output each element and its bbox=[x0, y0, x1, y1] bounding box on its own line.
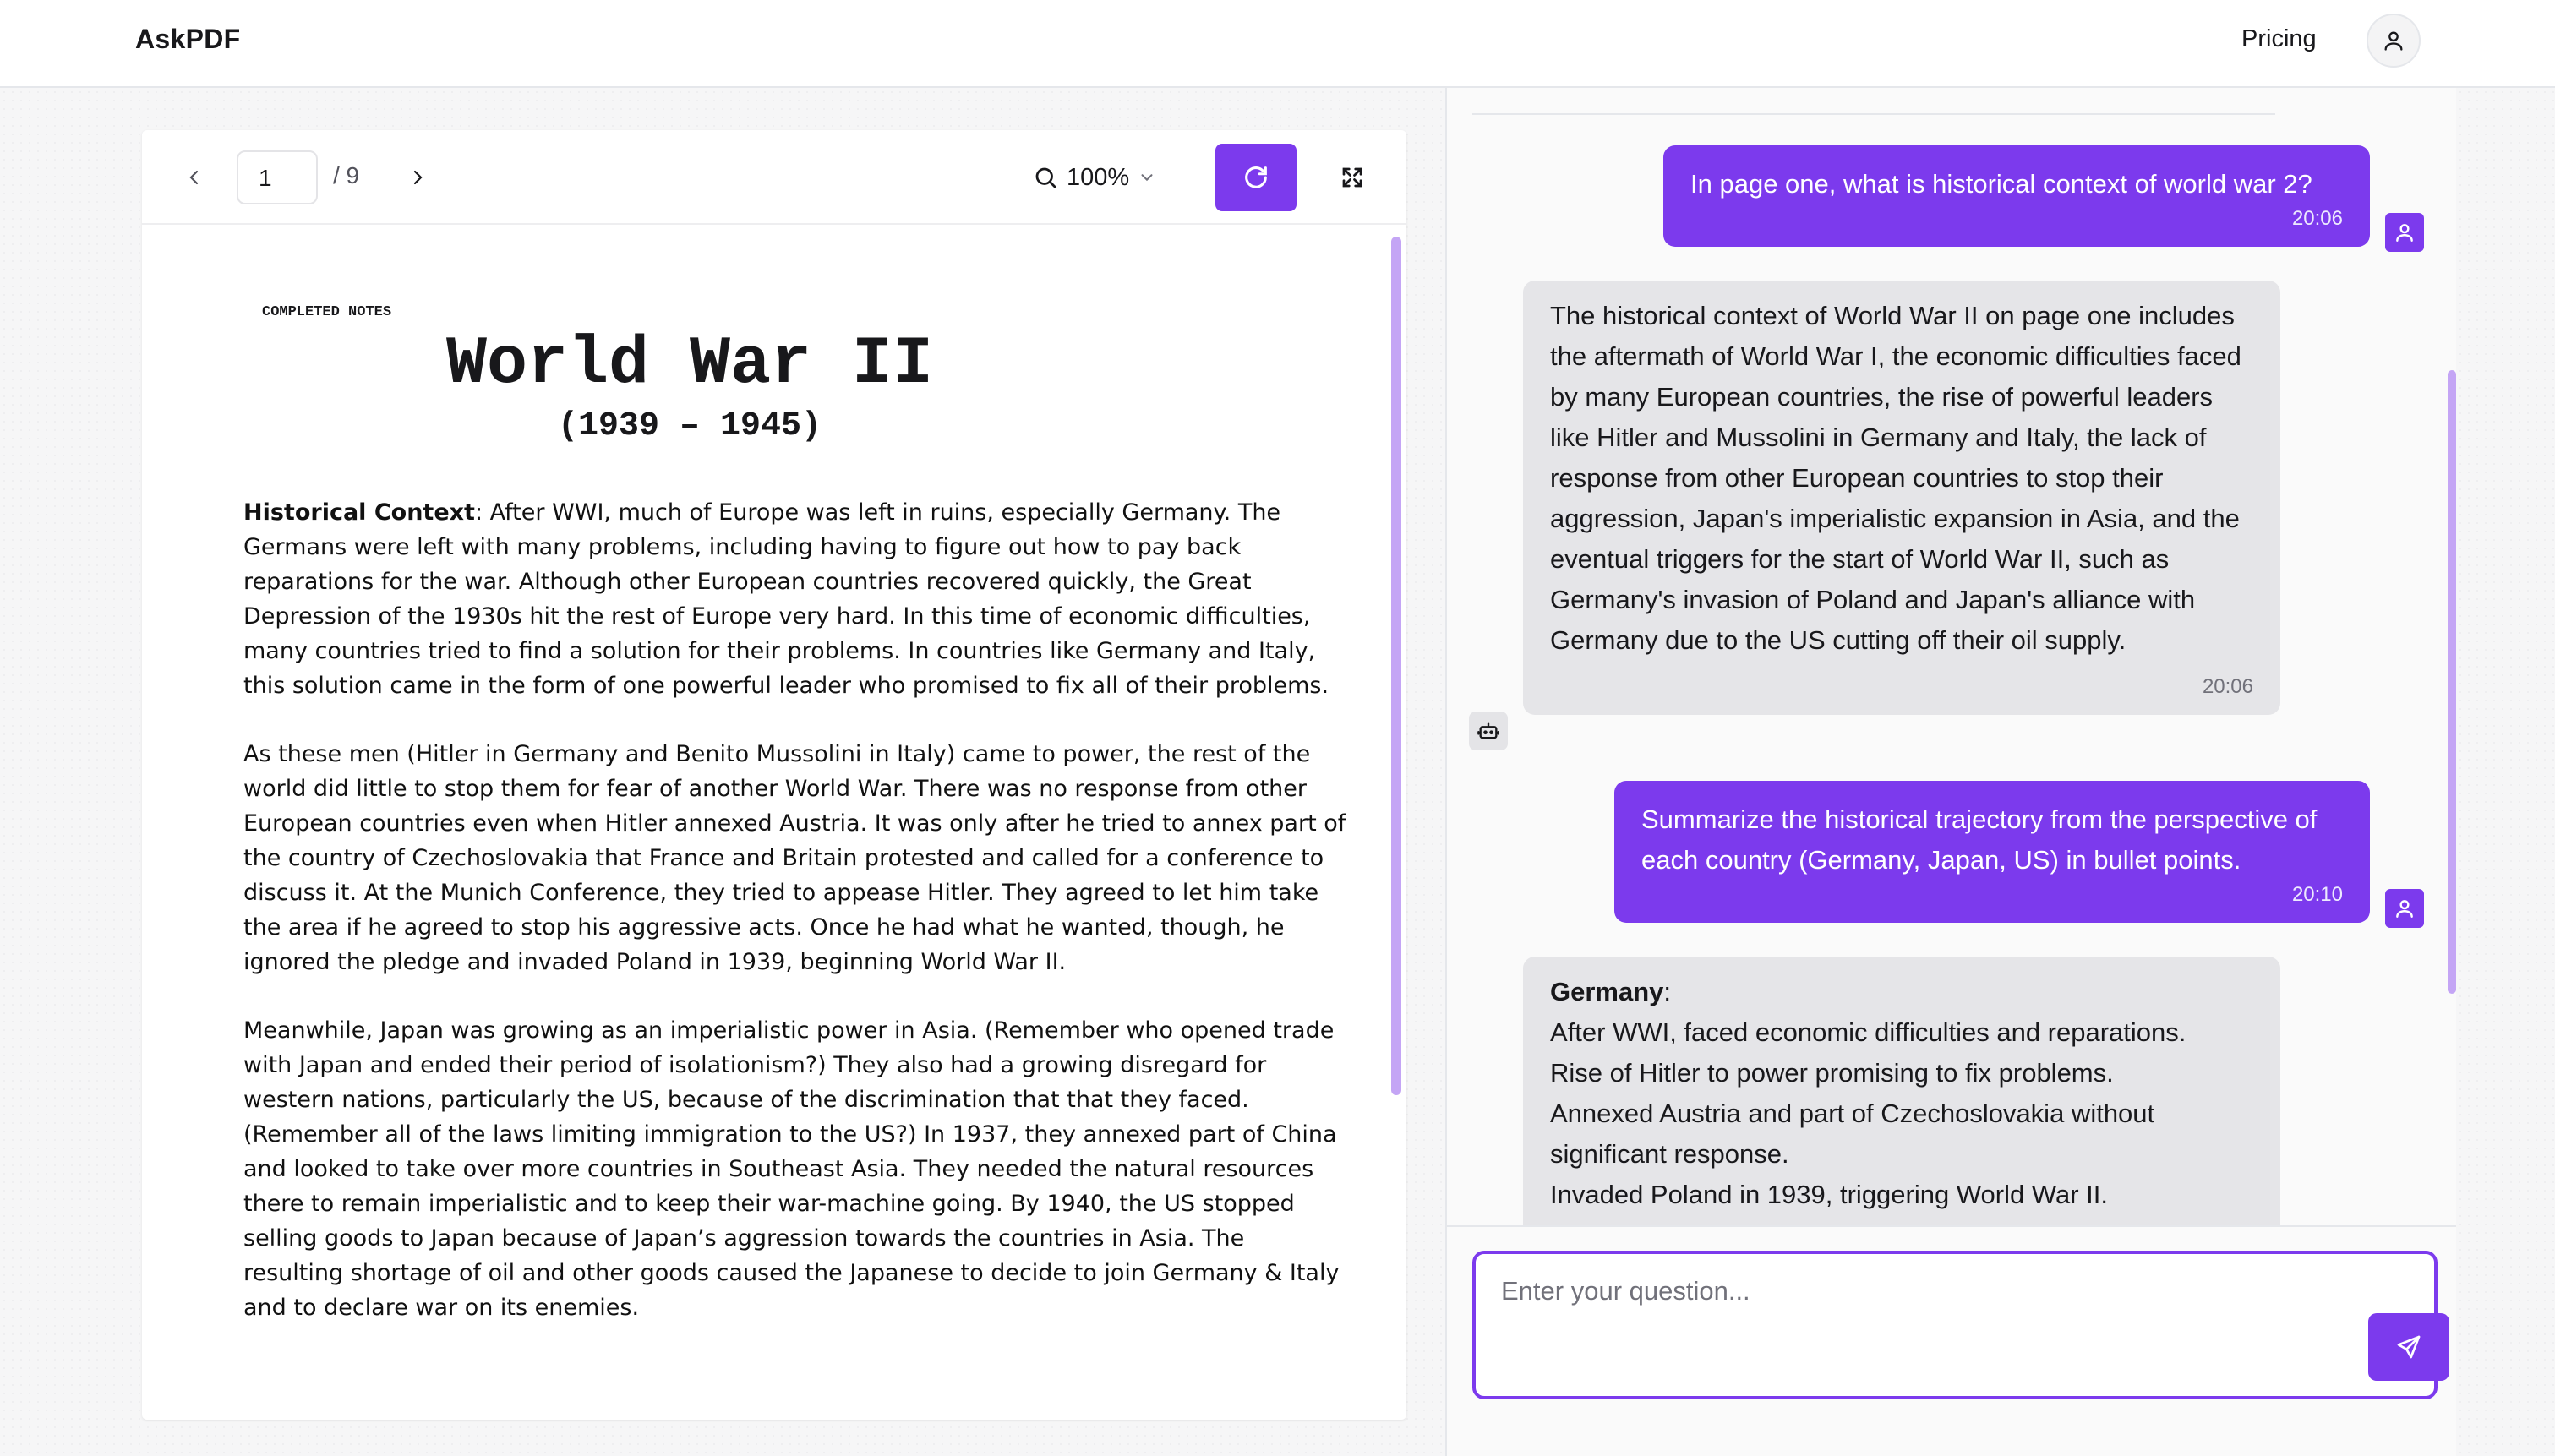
refresh-icon bbox=[1242, 163, 1270, 192]
message-list bbox=[1447, 88, 2458, 1225]
user-menu-button[interactable] bbox=[2367, 14, 2421, 68]
next-page-button[interactable] bbox=[401, 161, 434, 194]
user-icon bbox=[2382, 29, 2405, 52]
message-text: In page one, what is historical context of world war 2? bbox=[1690, 169, 2312, 199]
user-icon bbox=[2394, 897, 2416, 919]
user-avatar bbox=[2385, 213, 2424, 252]
refresh-button[interactable] bbox=[1215, 144, 1297, 211]
bot-message bbox=[1523, 281, 2280, 715]
pdf-viewer bbox=[142, 130, 1406, 1420]
message-text: The historical context of World War II on page one includes the aftermath of World War I, the economic difficulties faced by many European countries, the rise of powerful leaders like Hitler and Mussolini in Germany and Italy, the lack of response from other European countries to stop their aggression, Japan's imperialistic expansion in Asia, and the eventual triggers for the start of World War II, such as Germany's invasion of Poland and Japan's alliance with Germany due to the US cutting off their oil supply. bbox=[1550, 301, 2241, 655]
pdf-page bbox=[142, 225, 1389, 1420]
list-item: Annexed Austria and part of Czechoslovakia without significant response. bbox=[1550, 1099, 2155, 1169]
divider bbox=[1472, 113, 2275, 115]
doc-body bbox=[243, 495, 1351, 1359]
send-button[interactable] bbox=[2368, 1313, 2449, 1381]
user-avatar bbox=[2385, 889, 2424, 928]
search-icon bbox=[1033, 165, 1058, 190]
user-message bbox=[1663, 145, 2370, 247]
message-time: 20:10 bbox=[2291, 883, 2343, 906]
zoom-dropdown[interactable] bbox=[1033, 155, 1156, 199]
fullscreen-icon bbox=[1340, 165, 1365, 190]
app-logo[interactable]: AskPDF bbox=[135, 24, 241, 54]
fullscreen-button[interactable] bbox=[1335, 161, 1369, 194]
question-input-box bbox=[1472, 1251, 2438, 1399]
doc-subtitle: (1939 – 1945) bbox=[557, 407, 822, 445]
robot-icon bbox=[1477, 719, 1500, 743]
user-message bbox=[1614, 781, 2370, 923]
doc-title: World War II bbox=[445, 326, 934, 403]
bot-message bbox=[1523, 957, 2280, 1225]
message-text: Summarize the historical trajectory from the perspective of each country (Germany, Japan, US) in bullet points. bbox=[1641, 804, 2318, 875]
viewer-area bbox=[0, 88, 1445, 1456]
pricing-link[interactable]: Pricing bbox=[2241, 25, 2317, 52]
message-time: 20:06 bbox=[2202, 675, 2253, 698]
page-number-input[interactable]: 1 bbox=[237, 150, 318, 204]
list-item: Invaded Poland in 1939, triggering World War II. bbox=[1550, 1180, 2108, 1209]
doc-paragraph-label: Historical Context bbox=[243, 499, 475, 526]
question-input[interactable] bbox=[1501, 1276, 2346, 1306]
chat-panel bbox=[1445, 88, 2456, 1456]
viewer-scrollbar[interactable] bbox=[1391, 237, 1401, 1095]
list-item: After WWI, faced economic difficulties and reparations. bbox=[1550, 1017, 2186, 1047]
doc-paragraph bbox=[243, 495, 1351, 703]
doc-paragraph: As these men (Hitler in Germany and Benito Mussolini in Italy) came to power, the rest of the world did little to stop them for fear of another World War. There was no response from other European countries even when Hitler annexed Austria. It was only after he tried to annex part of the country of Czechoslovakia that France and Britain protested and called for a conference to discuss it. At the Munich Conference, they tried to appease Hitler. They agreed to let him take the area if he agreed to stop his aggressive acts. Once he had what he wanted, though, he ignored the pledge and invaded Poland in 1939, beginning World War II. bbox=[243, 741, 1346, 975]
doc-tag: COMPLETED NOTES bbox=[262, 304, 392, 320]
chevron-down-icon bbox=[1138, 168, 1156, 187]
list-item: Rise of Hitler to power promising to fix problems. bbox=[1550, 1058, 2114, 1088]
bullet-heading bbox=[1550, 972, 2253, 1012]
user-icon bbox=[2394, 221, 2416, 243]
bullet-heading-text: Germany bbox=[1550, 977, 1664, 1006]
top-navbar bbox=[0, 0, 2555, 88]
chevron-left-icon bbox=[184, 167, 205, 188]
bullet-heading-suffix: : bbox=[1663, 977, 1672, 1006]
zoom-level: 100% bbox=[1067, 163, 1130, 191]
doc-paragraph-text: : After WWI, much of Europe was left in ruins, especially Germany. The Germans were left with many problems, including having to figure out how to pay back reparations for the war. Although other European countries recovered quickly, the Great Depression of the 1930s hit the rest of Europe very hard. In this time of economic difficulties, many countries tried to find a solution for their problems. In countries like Germany and Italy, this solution came in the form of one powerful leader who promised to fix all of their problems. bbox=[243, 499, 1329, 699]
prev-page-button[interactable] bbox=[177, 161, 211, 194]
viewer-toolbar bbox=[142, 130, 1406, 225]
chevron-right-icon bbox=[407, 167, 428, 188]
chat-scrollbar[interactable] bbox=[2448, 370, 2456, 994]
doc-paragraph: Meanwhile, Japan was growing as an imperialistic power in Asia. (Remember who opened trade with Japan and ended their period of isolationism?) They also had a growing disregard for western nations, particularly the US, because of the discrimination that that they faced. (Remember all of the laws limiting immigration to the US?) In 1937, they annexed part of China and looked to take over more countries in Southeast Asia. They needed the natural resources there to remain imperialistic and to keep their war-machine going. By 1940, the US stopped selling goods to Japan because of Japan’s aggression towards the countries in Asia. The resulting shortage of oil and other goods caused the Japanese to decide to join Germany & Italy and to declare war on its enemies. bbox=[243, 1017, 1340, 1321]
page-background bbox=[2456, 88, 2555, 1456]
page-total: / 9 bbox=[333, 162, 360, 188]
send-icon bbox=[2395, 1333, 2422, 1361]
bot-avatar bbox=[1469, 712, 1508, 750]
composer bbox=[1447, 1225, 2458, 1456]
message-time: 20:06 bbox=[2291, 207, 2343, 230]
